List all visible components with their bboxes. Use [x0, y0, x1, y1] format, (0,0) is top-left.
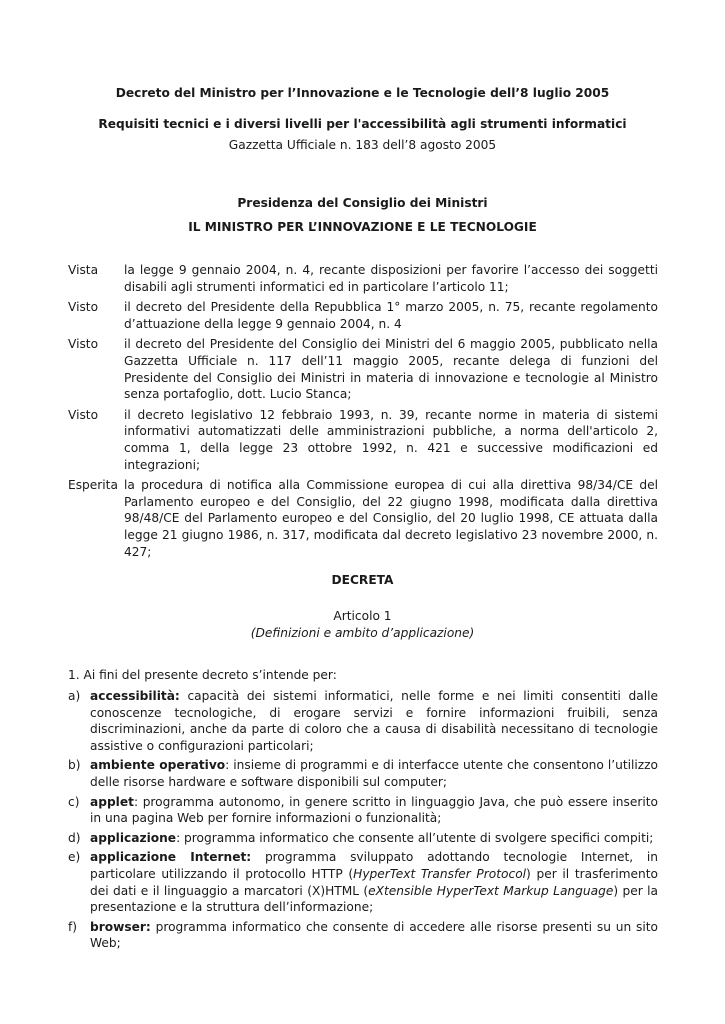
recital: [68, 407, 658, 473]
definition-term: ambiente operativo: [90, 758, 226, 773]
recital-text: la procedura di notifica alla Commissione europea di cui alla direttiva 98/34/CE del Parlamento europeo e del Consiglio, del 22 giugno 1998, modificata dalla direttiva 98/48/CE del Parlamento europeo e del Consiglio, del 20 luglio 1998, CE attuata dalla legge 21 giugno 1986, n. 317, modificata dal decreto legislativo 23 novembre 2000, n. 427;: [124, 478, 658, 559]
definition-label: e): [68, 850, 81, 865]
minister-heading: IL MINISTRO PER L’INNOVAZIONE E LE TECNOLOGIE: [188, 220, 537, 234]
recital-text: il decreto del Presidente del Consiglio dei Ministri del 6 maggio 2005, pubblicato nella Gazzetta Ufficiale n. 117 dell’11 maggio 2005, recante delega di funzioni del Presidente del Consiglio dei Ministri in materia di innovazione e tecnologie al Ministro senza portafoglio, dott. Lucio Stanca;: [124, 337, 658, 402]
definition-term: applet: [90, 794, 134, 809]
definition-italic: HyperText Transfer Protocol: [353, 866, 527, 881]
definition-item: [68, 919, 658, 952]
definition-text: ) per il trasferimento dei dati e il linguaggio a marcatori (X)HTML (: [90, 866, 658, 898]
recital-text: il decreto legislativo 12 febbraio 1993, n. 39, recante norme in materia di sistemi informativi automatizzati delle amministrazioni pubbliche, a norma dell'articolo 2, comma 1, della legge 23 ottobre 1992, n. 421 e successive modificazioni ed integrazioni;: [124, 407, 658, 472]
gazette-reference: Gazzetta Ufficiale n. 183 dell’8 agosto 2005: [228, 138, 497, 152]
recital-label: Esperita: [68, 478, 118, 493]
definition-label: a): [68, 689, 81, 703]
definition-item: [68, 794, 658, 827]
decree-title: Decreto del Ministro per l’Innovazione e le Tecnologie dell’8 luglio 2005: [115, 86, 610, 100]
definition-text: ) per la presentazione e la struttura dell’informazione;: [90, 883, 659, 915]
decreta-heading: DECRETA: [331, 573, 394, 587]
definition-text: : programma informatico che consente all’utente di svolgere specifici compiti;: [176, 830, 654, 845]
recital-label: Vista: [68, 263, 99, 277]
recital: [68, 299, 658, 332]
recital-text: la legge 9 gennaio 2004, n. 4, recante disposizioni per favorire l’accesso dei soggetti disabili agli strumenti informatici ed in particolare l’articolo 11;: [124, 263, 658, 294]
recital-label: Visto: [68, 300, 99, 315]
definition-italic: eXtensible HyperText Markup Language: [368, 883, 614, 898]
definition-label: c): [68, 794, 80, 809]
recital-label: Visto: [68, 407, 99, 422]
definition-item: [68, 830, 658, 847]
definition-item: [68, 849, 658, 915]
definition-term: accessibilità:: [90, 689, 180, 703]
definition-text: programma sviluppato adottando tecnologie Internet, in particolare utilizzando il protocollo HTTP (: [90, 850, 659, 881]
definition-text: capacità dei sistemi informatici, nelle forme e nei limiti consentiti dalle conoscenze tecnologiche, di erogare servizi e fornire informazioni fruibili, senza discriminazioni, anche da parte di coloro che a causa di disabilità necessitano di tecnologie assistive o configurazioni particolari;: [90, 689, 658, 753]
definition-term: applicazione: [90, 830, 177, 845]
recital-text: il decreto del Presidente della Repubblica 1° marzo 2005, n. 75, recante regolamento d’attuazione della legge 9 gennaio 2004, n. 4: [124, 300, 658, 331]
article-title: (Definizioni e ambito d’applicazione): [250, 626, 475, 640]
definition-item: [68, 757, 658, 790]
recital: [68, 477, 658, 560]
article-number: Articolo 1: [333, 609, 392, 623]
definitions-list: [68, 688, 658, 955]
definition-text: programma informatico che consente di accedere alle risorse presenti su un sito Web;: [90, 919, 658, 951]
definition-label: b): [68, 758, 81, 773]
definition-term: browser:: [90, 919, 151, 934]
definition-label: f): [68, 919, 78, 934]
recitals: [68, 262, 658, 564]
decree-subtitle: Requisiti tecnici e i diversi livelli per l'accessibilità agli strumenti informatici: [98, 117, 627, 131]
article-intro: 1. Ai fini del presente decreto s’intende per:: [68, 668, 337, 682]
definition-term: applicazione Internet:: [90, 850, 252, 865]
recital: [68, 336, 658, 402]
definition-text: : programma autonomo, in genere scritto in linguaggio Java, che può essere inserito in una pagina Web per fornire informazioni o funzionalità;: [90, 794, 658, 826]
presidency-heading: Presidenza del Consiglio dei Ministri: [237, 196, 488, 210]
definition-label: d): [68, 830, 81, 845]
definition-item: [68, 688, 658, 754]
recital-label: Visto: [68, 337, 99, 352]
definition-text: : insieme di programmi e di interfacce utente che consentono l’utilizzo delle risorse hardware e software disponibili sul computer;: [90, 758, 659, 789]
recital: [68, 262, 658, 295]
